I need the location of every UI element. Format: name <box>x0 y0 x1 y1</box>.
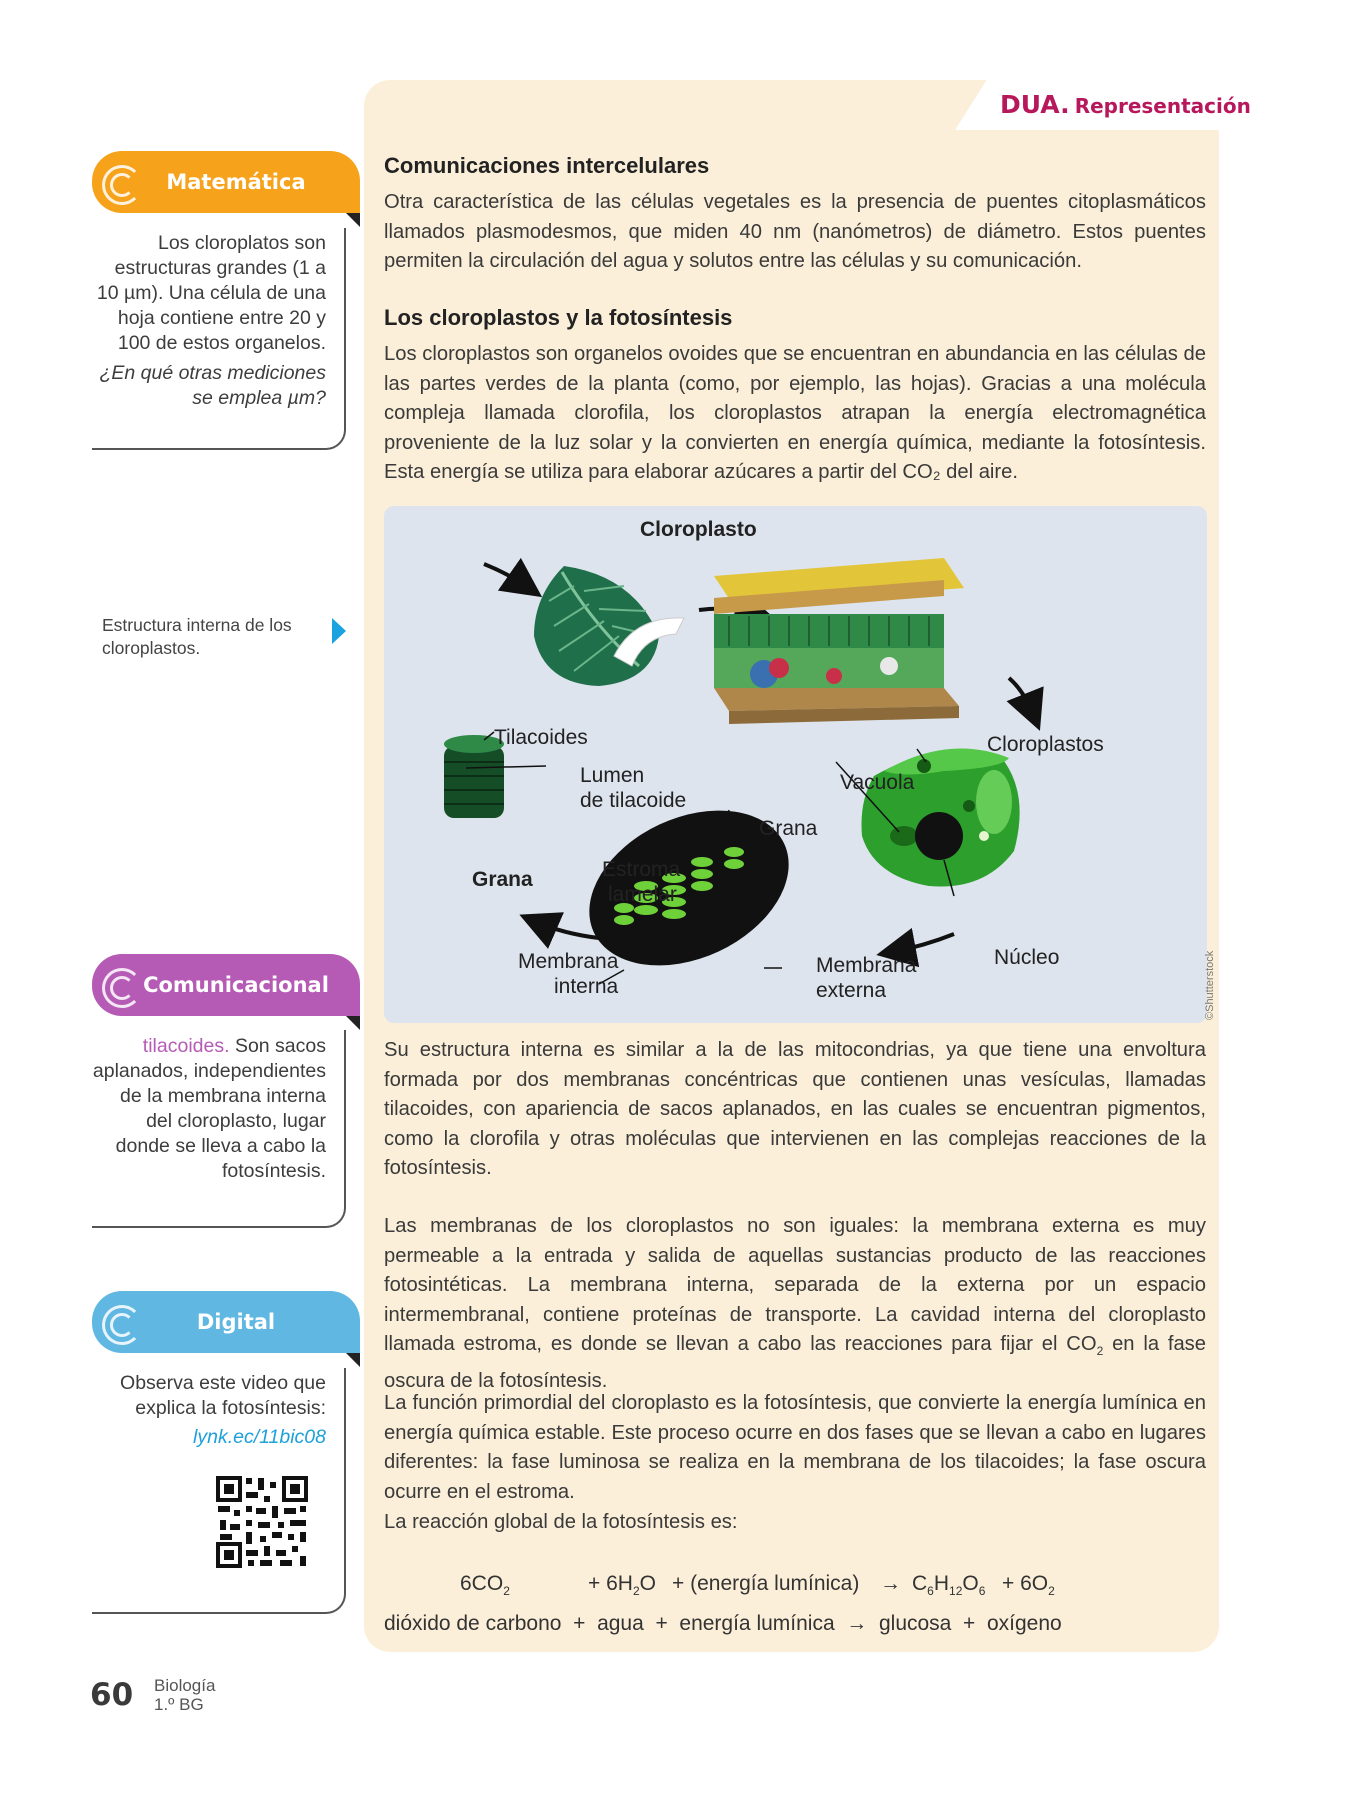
qr-code-icon[interactable] <box>200 1460 324 1586</box>
label-nucleo: Núcleo <box>994 946 1060 969</box>
chloroplast-figure <box>384 506 1207 1023</box>
digital-link[interactable]: lynk.ec/11bic08 <box>193 1426 326 1448</box>
tab-fold <box>346 1016 360 1030</box>
matematica-box <box>92 228 346 450</box>
tab-digital-label: Digital <box>196 1310 276 1334</box>
tab-matematica-label: Matemática <box>166 170 306 194</box>
comunicacional-definition: Son sacos aplanados, independientes de la membrana interna del cloroplasto, lugar donde se lleva a cabo la fotosíntesis. <box>92 1035 326 1182</box>
label-grana: Grana <box>759 817 818 840</box>
caption-arrow-icon <box>332 618 346 644</box>
dua-bold: DUA. <box>1000 90 1070 119</box>
reaction-o2: + $6O_2$ <box>1002 1572 1055 1599</box>
label-membrana-interna-1: Membrana <box>518 950 619 973</box>
image-credit: ©Shutterstock <box>1204 950 1216 1020</box>
label-tilacoides: Tilacoides <box>494 726 588 749</box>
arrow-5 <box>534 921 599 938</box>
book-info <box>154 1676 215 1714</box>
paragraph-cloroplastos: Los cloroplastos son organelos ovoides que se encuentran en abundancia en las células de las partes verdes de la planta (como, por ejemplo, las hojas). Gracias a una molécula compleja llamada clorofila, los cloroplastos atrapan la energía electromagnética proveniente de la luz solar y la convierten en energía química, mediante la fotosíntesis. Esta energía se utiliza para elaborar azúcares a partir del CO₂ del aire. <box>384 343 1206 483</box>
reaction-arrow-icon: → <box>880 1572 901 1595</box>
reaction-energy: + (energía lumínica) <box>672 1572 860 1595</box>
label-vacuola: Vacuola <box>840 771 915 794</box>
reaction-words: dióxido de carbono + agua + energía lumínica → glucosa + oxígeno <box>384 1612 1062 1635</box>
label-estroma-2: lamelar <box>608 883 677 906</box>
tab-comunicacional-label: Comunicacional <box>143 973 329 997</box>
paragraph-funcion: La función primordial del cloroplasto es la fotosíntesis, que convierte la energía lumínica en energía química estable. Este proceso ocurre en dos fases que se llevan a cabo en lugares diferentes: la fase luminosa se realiza en la membrana de los tilacoides; la fase oscura ocurre en el estroma. <box>384 1392 1206 1503</box>
membranas-text-a: Las membranas de los cloroplastos no son iguales: la membrana externa es muy permeable a la entrada y salida de aquellas sustancias producto de las reacciones fotosintéticas. La membrana interna, separada de la externa por un espacio intermembranal, contiene proteínas de transporte. La cavidad interna del cloroplasto llamada estroma, es donde se llevan a cabo las reacciones para fijar el CO <box>384 1215 1206 1355</box>
label-membrana-externa-1: Membrana <box>816 954 917 977</box>
dua-header <box>1000 90 1251 126</box>
book-grade: 1.º BG <box>154 1695 204 1714</box>
label-grana-stack: Grana <box>472 868 533 891</box>
book-subject: Biología <box>154 1676 216 1695</box>
tab-fold <box>346 1353 360 1367</box>
arrow-4 <box>892 934 954 952</box>
matematica-question: ¿En qué otras mediciones se emplea µm? <box>99 362 326 409</box>
label-cloroplastos: Cloroplastos <box>987 733 1104 756</box>
arrow-1 <box>484 564 529 588</box>
digital-box <box>92 1368 346 1614</box>
tab-digital <box>92 1291 360 1353</box>
digital-text: Observa este video que explica la fotosíntesis: <box>120 1372 326 1419</box>
label-membrana-interna-2: interna <box>554 975 619 998</box>
label-estroma-1: Estroma <box>602 858 681 881</box>
page-number: 60 <box>90 1677 134 1713</box>
paragraph-estructura: Su estructura interna es similar a la de las mitocondrias, ya que tiene una envoltura formada por dos membranas concéntricas que contienen unas vesículas, llamadas tilacoides, con apariencia de sacos aplanados, en las cuales se encuentran pigmentos, como la clorofila y otras moléculas que intervienen en las complejas reacciones de la fotosíntesis. <box>384 1039 1206 1179</box>
arrow-3 <box>1009 678 1034 716</box>
dua-representation: Representación <box>1074 94 1251 118</box>
paragraph-reaccion: La reacción global de la fotosíntesis es: <box>384 1511 738 1533</box>
paragraph-comunicaciones: Otra característica de las células vegetales es la presencia de puentes citoplasmáticos llamados plasmodesmos, que miden 40 nm (nanómetros) de diámetro. Estos puentes permiten la circulación del agua y solutos entre las células y su comunicación. <box>384 191 1206 272</box>
matematica-text: Los cloroplatos son estructuras grandes (1 a 10 µm). Una célula de una hoja contiene entre 20 y 100 de estos organelos. <box>96 232 326 354</box>
term-tilacoides: tilacoides. <box>142 1035 230 1057</box>
reaction-co2: $6CO_2$ <box>460 1572 510 1599</box>
leaf-section-illustration <box>714 558 964 724</box>
comunicacional-text <box>92 1030 344 1184</box>
figure-title: Cloroplasto <box>640 518 757 541</box>
reaction-glucose: $C_6H_{12}O_6$ <box>912 1572 986 1599</box>
figure-caption: Estructura interna de los cloroplastos. <box>102 615 292 658</box>
reaction-h2o: + $6H_2O$ <box>588 1572 656 1599</box>
label-lumen-1: Lumen <box>580 764 645 787</box>
leaf-illustration <box>534 566 684 686</box>
membranas-sub: 2 <box>1096 1344 1104 1359</box>
heading-comunicaciones: Comunicaciones intercelulares <box>384 153 710 178</box>
heading-cloroplastos: Los cloroplastos y la fotosíntesis <box>384 305 733 330</box>
comunicacional-box <box>92 1030 346 1228</box>
label-lumen-2: de tilacoide <box>580 789 687 812</box>
label-membrana-externa-2: externa <box>816 979 887 1002</box>
tab-matematica <box>92 151 360 213</box>
membranas-text-b: en la fase oscura de la fotosíntesis. <box>384 1333 1207 1392</box>
paragraph-membranas <box>384 1212 1206 1396</box>
tab-fold <box>346 213 360 227</box>
tab-comunicacional <box>92 954 360 1016</box>
